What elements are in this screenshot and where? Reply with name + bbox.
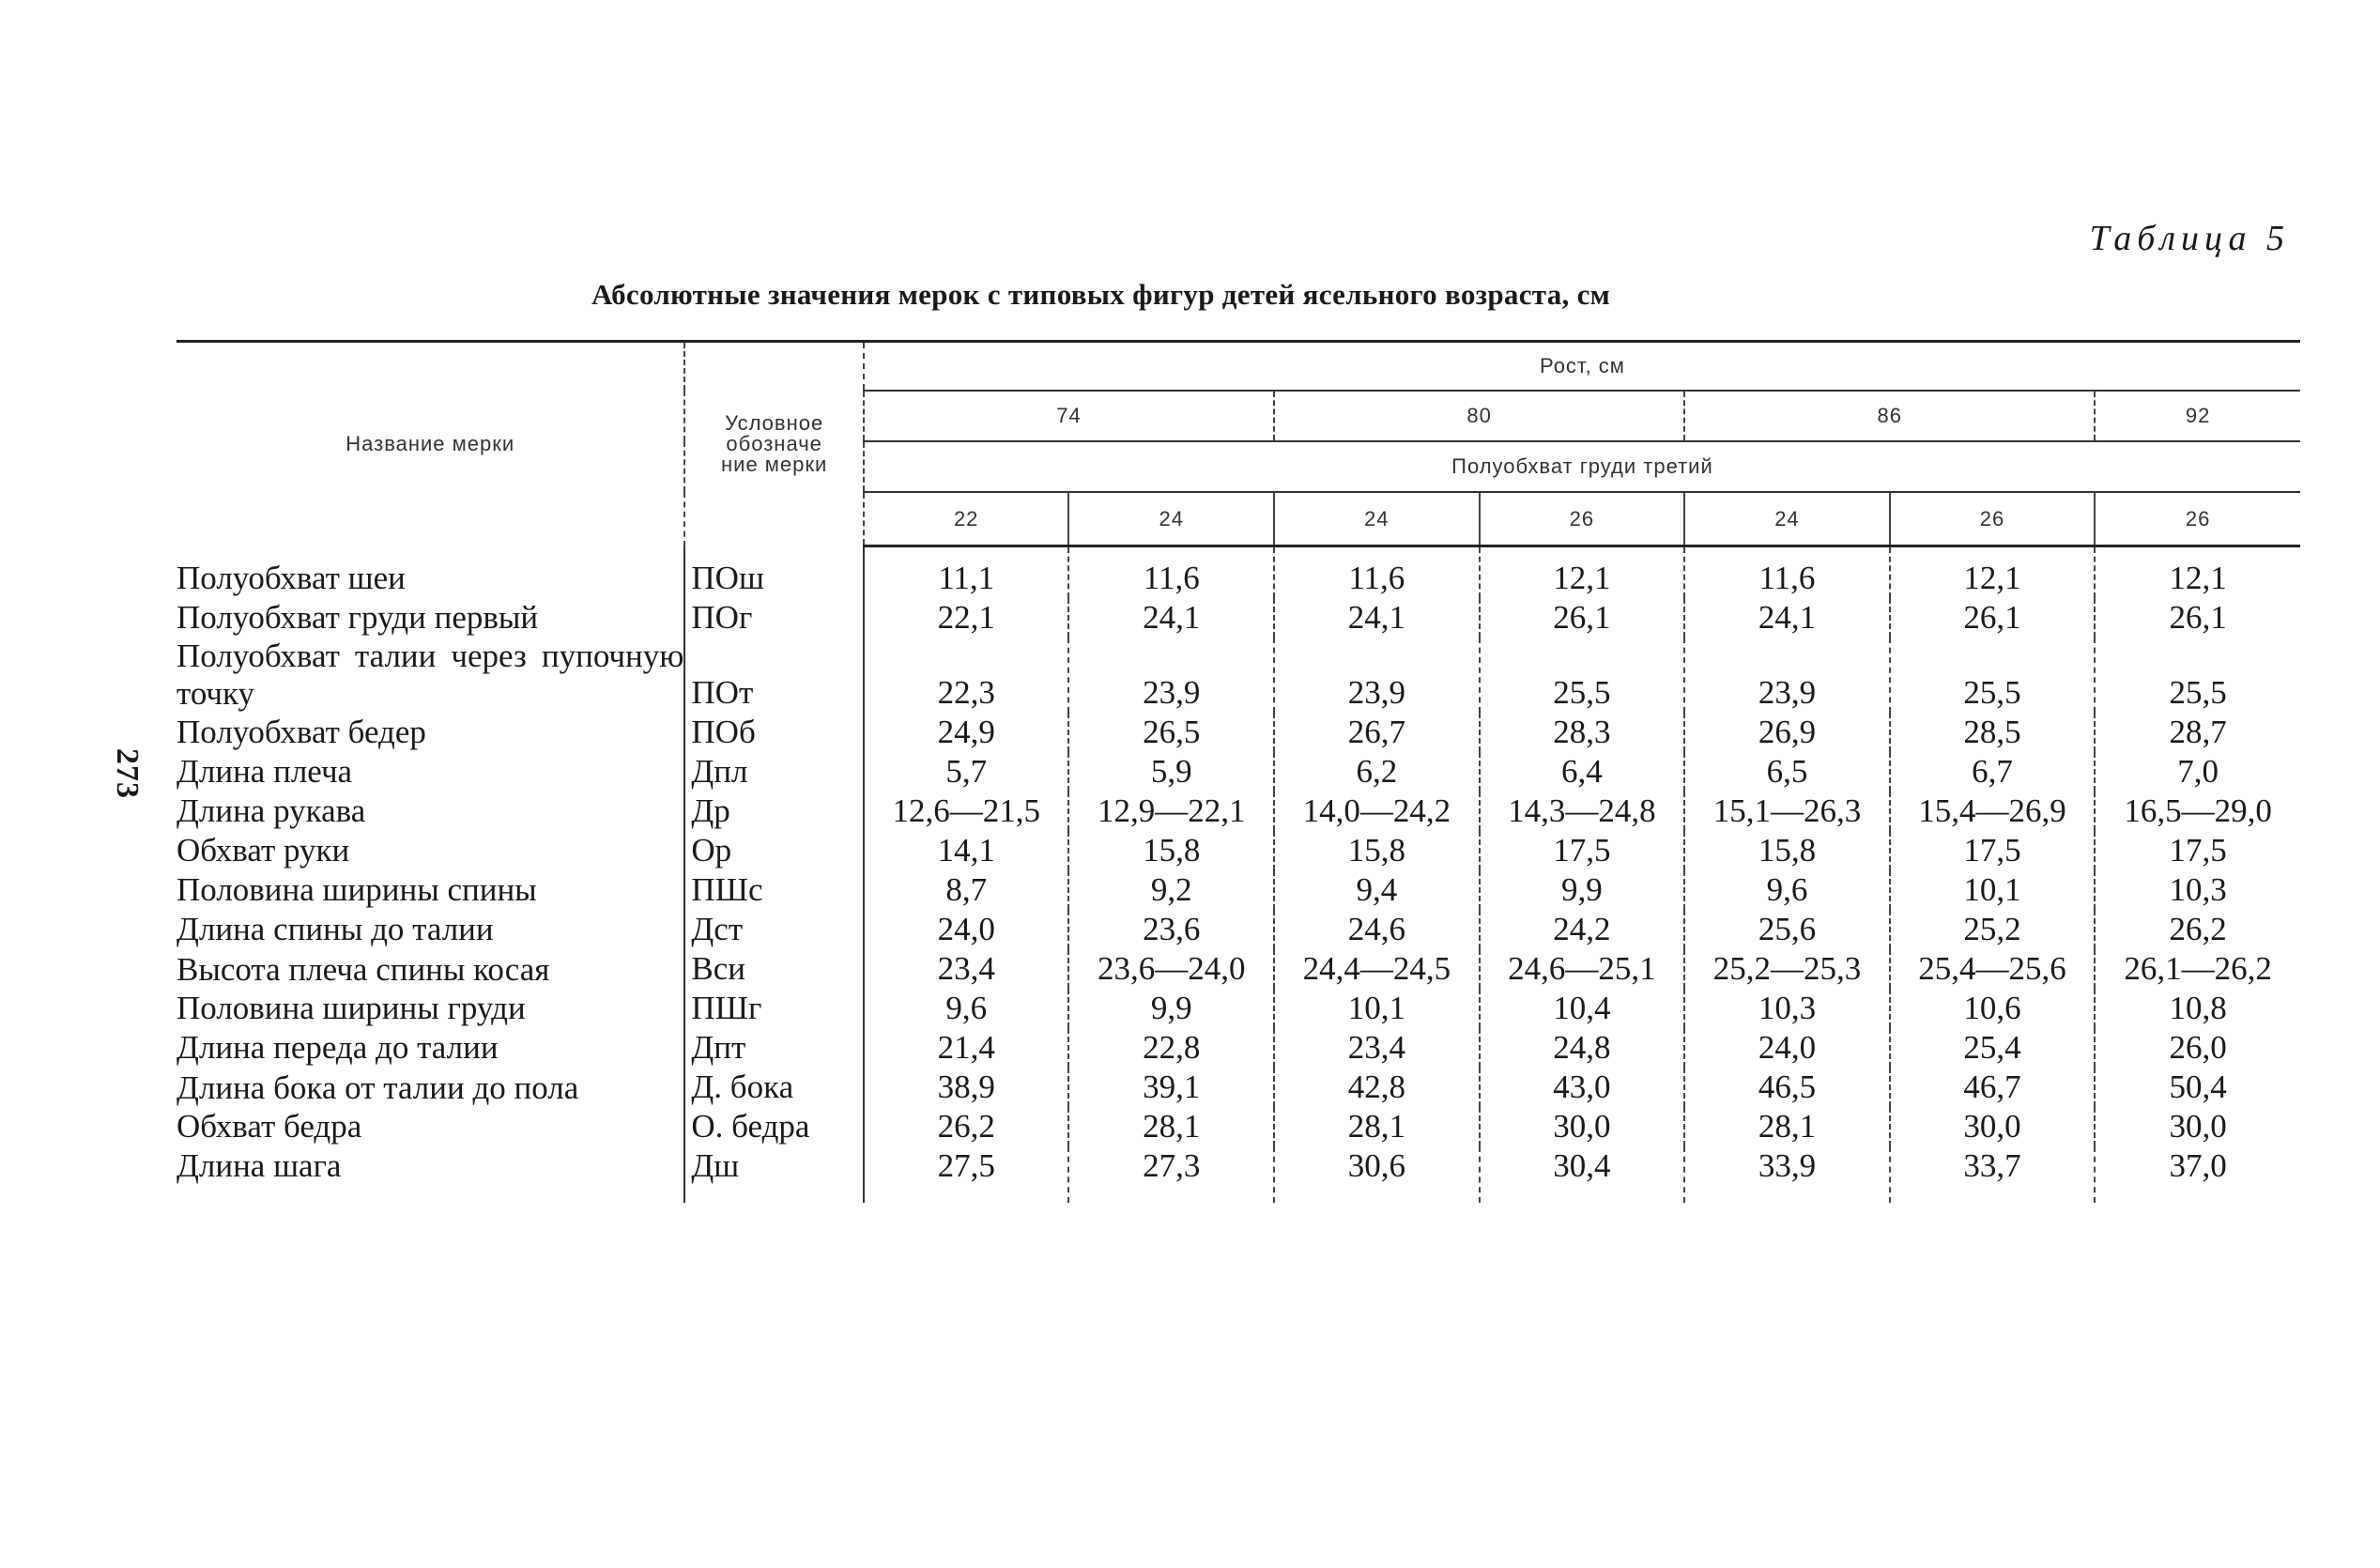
measure-value: 7,0 <box>2095 752 2300 792</box>
header-height-value: 74 <box>864 391 1274 441</box>
measure-value: 12,6—21,5 <box>864 792 1069 831</box>
measure-value: 46,5 <box>1684 1068 1890 1107</box>
measure-value: 24,2 <box>1480 910 1685 949</box>
measure-name: Длина переда до талии <box>177 1029 499 1066</box>
measure-value: 26,1—26,2 <box>2095 949 2300 989</box>
measure-value: 9,2 <box>1068 870 1274 910</box>
header-symbol-col <box>684 342 864 546</box>
measure-symbol: ПОб <box>684 713 864 752</box>
table-row <box>177 638 2300 713</box>
header-chest-value: 22 <box>864 492 1069 546</box>
measure-value: 30,0 <box>2095 1107 2300 1146</box>
measure-name: Длина шага <box>177 1147 342 1184</box>
measure-value: 27,3 <box>1068 1146 1274 1203</box>
measure-symbol: Дст <box>684 910 864 949</box>
measure-value: 12,1 <box>1890 546 2096 599</box>
measure-value: 11,6 <box>1684 546 1890 599</box>
header-chest-value: 26 <box>1890 492 2096 546</box>
measure-value: 26,5 <box>1068 713 1274 752</box>
measure-value: 28,7 <box>2095 713 2300 752</box>
header-chest-value: 24 <box>1274 492 1480 546</box>
measure-name: Половина ширины груди <box>177 990 526 1026</box>
measure-value: 25,6 <box>1684 910 1890 949</box>
table-label: Таблица 5 <box>2089 219 2290 258</box>
measure-value: 25,5 <box>2095 638 2300 713</box>
measure-value: 22,8 <box>1068 1028 1274 1068</box>
measure-value: 24,1 <box>1684 598 1890 638</box>
measure-value: 28,5 <box>1890 713 2096 752</box>
measure-value: 42,8 <box>1274 1068 1480 1107</box>
measure-value: 30,0 <box>1480 1107 1685 1146</box>
measure-symbol: Вси <box>684 949 864 989</box>
measure-value: 10,4 <box>1480 989 1685 1028</box>
measure-value: 30,4 <box>1480 1146 1685 1203</box>
measure-value: 24,9 <box>864 713 1069 752</box>
measure-value: 12,9—22,1 <box>1068 792 1274 831</box>
measure-name: Полуобхват шеи <box>177 560 406 596</box>
measure-name: Полуобхват бедер <box>177 714 426 750</box>
table-row <box>177 598 2300 638</box>
measure-symbol: О. бедра <box>684 1107 864 1146</box>
measure-value: 24,0 <box>864 910 1069 949</box>
measure-value: 24,8 <box>1480 1028 1685 1068</box>
measure-value: 17,5 <box>2095 831 2300 870</box>
measure-value: 43,0 <box>1480 1068 1685 1107</box>
measure-value: 26,1 <box>1890 598 2096 638</box>
table-title: Абсолютные значения мерок с типовых фигур детей ясельного возраста, см <box>591 278 1611 311</box>
header-symbol-line: ние мерки <box>721 453 828 477</box>
header-height-label: Рост, см <box>864 342 2300 392</box>
table-row <box>177 910 2300 949</box>
measure-value: 26,2 <box>864 1107 1069 1146</box>
measure-value: 23,4 <box>1274 1028 1480 1068</box>
measure-value: 6,4 <box>1480 752 1685 792</box>
measure-symbol: ПОг <box>684 598 864 638</box>
measure-value: 24,1 <box>1068 598 1274 638</box>
measure-symbol: Дпл <box>684 752 864 792</box>
measure-value: 26,1 <box>1480 598 1685 638</box>
measure-value: 26,9 <box>1684 713 1890 752</box>
header-name-col: Название мерки <box>345 432 515 456</box>
measure-value: 23,6 <box>1068 910 1274 949</box>
measure-value: 12,1 <box>2095 546 2300 599</box>
measure-value: 33,9 <box>1684 1146 1890 1203</box>
measure-value: 25,4—25,6 <box>1890 949 2096 989</box>
measure-name: Полуобхват талии через пупочную точку <box>177 638 684 712</box>
measure-symbol: Д. бока <box>684 1068 864 1107</box>
measure-value: 15,8 <box>1684 831 1890 870</box>
header-chest-value: 24 <box>1068 492 1274 546</box>
measure-value: 24,6—25,1 <box>1480 949 1685 989</box>
measure-value: 12,1 <box>1480 546 1685 599</box>
measure-symbol: ПШс <box>684 870 864 910</box>
measure-value: 37,0 <box>2095 1146 2300 1203</box>
measure-name: Длина плеча <box>177 753 353 790</box>
measure-value: 24,6 <box>1274 910 1480 949</box>
measure-value: 10,3 <box>2095 870 2300 910</box>
header-chest-value: 26 <box>1480 492 1685 546</box>
measure-value: 11,6 <box>1274 546 1480 599</box>
measure-value: 14,3—24,8 <box>1480 792 1685 831</box>
measure-value: 25,2—25,3 <box>1684 949 1890 989</box>
table-row <box>177 989 2300 1028</box>
measure-name: Высота плеча спины косая <box>177 951 550 988</box>
measure-value: 26,2 <box>2095 910 2300 949</box>
measure-name: Длина бока от талии до пола <box>177 1069 579 1106</box>
measure-value: 23,9 <box>1274 638 1480 713</box>
measure-name: Обхват бедра <box>177 1108 362 1145</box>
measure-value: 30,6 <box>1274 1146 1480 1203</box>
measures-table <box>177 340 2300 1203</box>
measure-value: 9,4 <box>1274 870 1480 910</box>
table-body <box>177 546 2300 1204</box>
table-row <box>177 792 2300 831</box>
measure-value: 14,1 <box>864 831 1069 870</box>
table-row <box>177 546 2300 599</box>
header-chest-value: 26 <box>2095 492 2300 546</box>
measure-value: 10,1 <box>1274 989 1480 1028</box>
measure-name: Обхват руки <box>177 832 350 869</box>
measure-value: 25,2 <box>1890 910 2096 949</box>
measure-name: Половина ширины спины <box>177 871 537 908</box>
measure-value: 28,1 <box>1684 1107 1890 1146</box>
measure-value: 25,5 <box>1890 638 2096 713</box>
measure-value: 26,7 <box>1274 713 1480 752</box>
header-height-value: 92 <box>2095 391 2300 441</box>
measure-value: 21,4 <box>864 1028 1069 1068</box>
measure-value: 22,1 <box>864 598 1069 638</box>
measure-value: 9,9 <box>1068 989 1274 1028</box>
measure-value: 11,1 <box>864 546 1069 599</box>
measure-value: 17,5 <box>1890 831 2096 870</box>
table-row <box>177 831 2300 870</box>
measure-value: 22,3 <box>864 638 1069 713</box>
measure-value: 15,4—26,9 <box>1890 792 2096 831</box>
measure-value: 23,9 <box>1684 638 1890 713</box>
measure-value: 15,1—26,3 <box>1684 792 1890 831</box>
measure-value: 17,5 <box>1480 831 1685 870</box>
measure-symbol: Др <box>684 792 864 831</box>
measure-value: 25,4 <box>1890 1028 2096 1068</box>
page-number: 273 <box>110 748 145 799</box>
table-row <box>177 713 2300 752</box>
measure-value: 9,6 <box>1684 870 1890 910</box>
table-header <box>177 342 2300 546</box>
measure-value: 10,6 <box>1890 989 2096 1028</box>
measure-value: 26,0 <box>2095 1028 2300 1068</box>
header-height-value: 86 <box>1684 391 2095 441</box>
header-symbol-line: Условное <box>725 411 824 436</box>
table-row <box>177 949 2300 989</box>
measure-value: 9,6 <box>864 989 1069 1028</box>
header-height-value: 80 <box>1274 391 1684 441</box>
measure-value: 24,4—24,5 <box>1274 949 1480 989</box>
measure-value: 10,8 <box>2095 989 2300 1028</box>
table-row <box>177 1146 2300 1203</box>
measure-value: 5,9 <box>1068 752 1274 792</box>
measure-value: 11,6 <box>1068 546 1274 599</box>
measure-value: 38,9 <box>864 1068 1069 1107</box>
measure-value: 28,1 <box>1068 1107 1274 1146</box>
header-chest-label: Полуобхват груди третий <box>864 441 2300 492</box>
measure-value: 5,7 <box>864 752 1069 792</box>
measure-value: 27,5 <box>864 1146 1069 1203</box>
measure-value: 14,0—24,2 <box>1274 792 1480 831</box>
measure-value: 23,4 <box>864 949 1069 989</box>
table-row <box>177 1068 2300 1107</box>
measure-value: 39,1 <box>1068 1068 1274 1107</box>
measure-value: 28,1 <box>1274 1107 1480 1146</box>
measure-name: Длина спины до талии <box>177 911 494 947</box>
measure-value: 24,0 <box>1684 1028 1890 1068</box>
measure-value: 6,7 <box>1890 752 2096 792</box>
measure-value: 16,5—29,0 <box>2095 792 2300 831</box>
measure-value: 9,9 <box>1480 870 1685 910</box>
measure-value: 8,7 <box>864 870 1069 910</box>
table-row <box>177 1028 2300 1068</box>
measure-name: Полуобхват груди первый <box>177 599 539 636</box>
measure-symbol: ПОт <box>684 638 864 713</box>
measure-value: 26,1 <box>2095 598 2300 638</box>
measure-value: 15,8 <box>1068 831 1274 870</box>
measure-value: 24,1 <box>1274 598 1480 638</box>
table-row <box>177 1107 2300 1146</box>
measure-value: 6,2 <box>1274 752 1480 792</box>
header-chest-value: 24 <box>1684 492 1890 546</box>
measure-value: 30,0 <box>1890 1107 2096 1146</box>
table-row <box>177 870 2300 910</box>
header-symbol-line: обозначе <box>726 432 822 456</box>
measure-name: Длина рукава <box>177 792 366 829</box>
measure-value: 50,4 <box>2095 1068 2300 1107</box>
measure-value: 10,3 <box>1684 989 1890 1028</box>
measure-symbol: Дш <box>684 1146 864 1203</box>
measure-symbol: Дпт <box>684 1028 864 1068</box>
measure-value: 6,5 <box>1684 752 1890 792</box>
measure-value: 23,6—24,0 <box>1068 949 1274 989</box>
measure-value: 10,1 <box>1890 870 2096 910</box>
measure-value: 23,9 <box>1068 638 1274 713</box>
measure-value: 25,5 <box>1480 638 1685 713</box>
measure-symbol: ПОш <box>684 546 864 599</box>
table-row <box>177 752 2300 792</box>
measure-value: 33,7 <box>1890 1146 2096 1203</box>
measure-value: 28,3 <box>1480 713 1685 752</box>
measure-value: 15,8 <box>1274 831 1480 870</box>
measure-value: 46,7 <box>1890 1068 2096 1107</box>
measure-symbol: Ор <box>684 831 864 870</box>
measure-symbol: ПШг <box>684 989 864 1028</box>
